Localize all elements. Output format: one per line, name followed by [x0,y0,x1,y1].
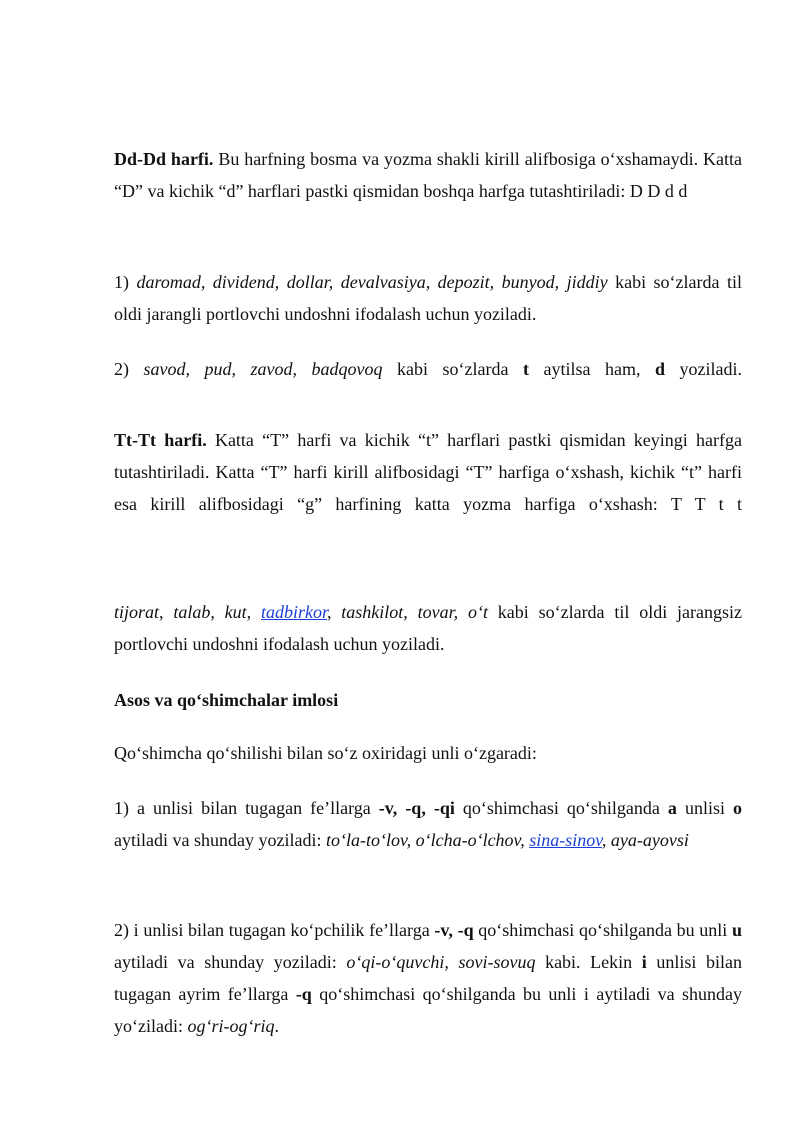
dd-text: Bu harfning bosma va yozma shakli kirill alifbosiga o‘xshamaydi. Katta “D” va kichik “d” harflari pastki qismidan boshqa harfga tutashtiriladi: D D d d [114,149,742,201]
example-words: , aya-ayovsi [601,830,689,850]
paragraph-rule-1 [114,792,742,856]
paragraph-d-examples [114,266,742,330]
d-example-words: daromad, dividend, dollar, devalvasiya, depozit, bunyod, jiddiy [136,272,608,292]
text-span: . [274,1016,279,1036]
letter-t: t [523,359,529,379]
sina-sinov-link[interactable]: sina-sinov [529,830,602,850]
heading-text: Asos va qo‘shimchalar imlosi [114,690,339,710]
paragraph-t-examples [114,596,742,660]
text-span: aytiladi va shunday yoziladi: [114,952,347,972]
list-number: 1) [114,272,137,292]
example-words: o‘qi-o‘quvchi, sovi-sovuq [346,952,536,972]
list-number: 2) [114,359,144,379]
text-span: kabi. Lekin [535,952,642,972]
letter-a: a [667,798,677,818]
text-span: aytiladi va shunday yoziladi: [114,830,326,850]
suffix: -q [295,984,312,1004]
text-span: unlisi bilan tugagan ayrim fe’llarga [114,952,742,1004]
suffix: -v, -q, -qi [378,798,455,818]
text-span: qo‘shimchasi qo‘shilganda [454,798,668,818]
tt-title: Tt-Tt harfi. [114,430,207,450]
d-examples-text: kabi so‘zlarda til oldi jarangli portlovchi undoshni ifodalash uchun yoziladi. [114,272,742,324]
section-heading [114,684,742,716]
tt-text: Katta “T” harfi va kichik “t” harflari pastki qismidan keyingi harfga tutashtiriladi. Katta “T” harfi kirill alifbosidagi “T” harfiga o‘xshash, kichik “t” harfi esa kirill alifbosidagi “g” harfining katta yozma harfiga o‘xshash: T T t t [114,430,742,514]
letter-u: u [732,920,743,940]
paragraph-dd-letter [114,143,742,207]
tadbirkor-link[interactable]: tadbirkor [260,602,327,622]
t-example-words: tijorat, talab, kut, [114,602,261,622]
text-span: kabi so‘zlarda [382,359,523,379]
letter-o: o [733,798,742,818]
example-words: to‘la-to‘lov, o‘lcha-o‘lchov, [325,830,530,850]
suffix: -v, -q [434,920,474,940]
letter-i: i [641,952,647,972]
text-span: qo‘shimchasi qo‘shilganda bu unli i aytiladi va shunday yo‘ziladi: [114,984,743,1036]
letter-d: d [655,359,666,379]
t-example-words: , tashkilot, tovar, o‘t [326,602,488,622]
paragraph-intro: Qo‘shimcha qo‘shilishi bilan so‘z oxiridagi unli o‘zgaradi: [114,743,537,763]
d-spelling-words: savod, pud, zavod, badqovoq [143,359,383,379]
example-words: og‘ri-og‘riq [187,1016,275,1036]
text-span: 1) a unlisi bilan tugagan fe’llarga [114,798,379,818]
text-span: 2) i unlisi bilan tugagan ko‘pchilik fe’llarga [114,920,435,940]
dd-title: Dd-Dd harfi. [114,149,214,169]
paragraph-tt-letter [114,424,742,520]
paragraph-rule-2 [114,914,742,1042]
text-span: unlisi [676,798,733,818]
text-span: yoziladi. [665,359,743,379]
text-span: qo‘shimchasi qo‘shilganda bu unli [473,920,732,940]
paragraph-d-spelling [114,353,742,385]
t-examples-text: kabi so‘zlarda til oldi jarangsiz portlovchi undoshni ifodalash uchun yoziladi. [114,602,742,654]
text-span: aytilsa ham, [529,359,655,379]
